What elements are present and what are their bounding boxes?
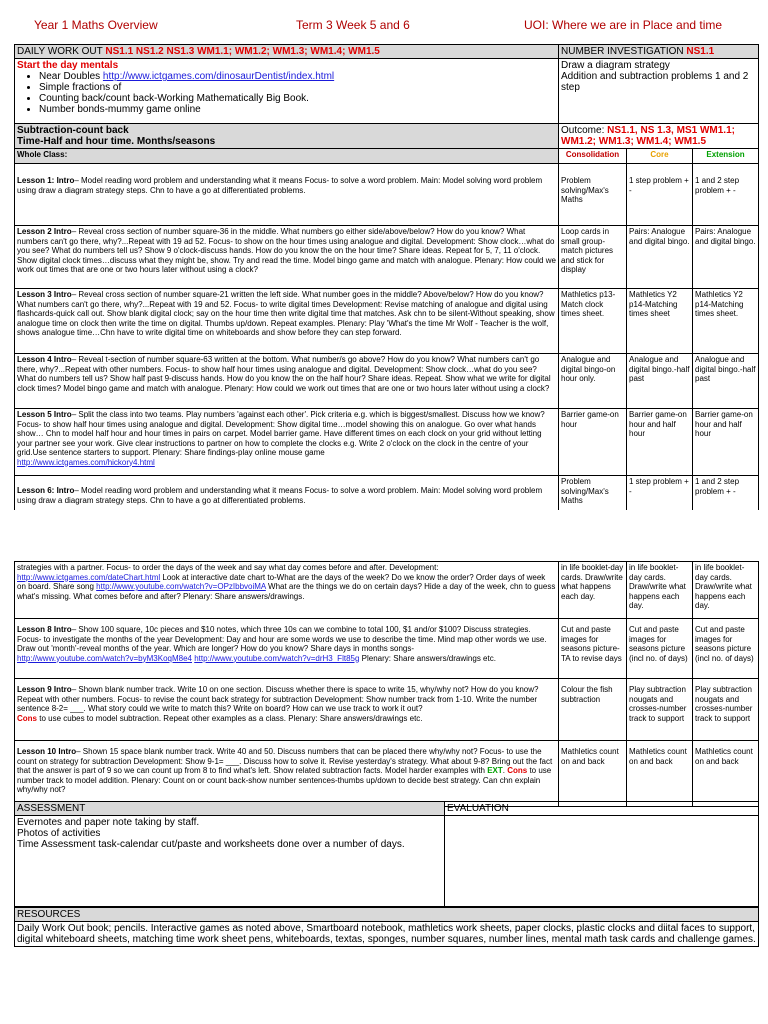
daily-work-out-header [15,45,559,59]
extension-cell: in life booklet-day cards. Draw/write what happens each day. [693,562,759,619]
resources-header: RESOURCES [15,907,759,922]
lesson-text: – Model reading word problem and understanding what it means Focus- to solve a word problem. Main: Model solving word problem using draw a diagram strategy steps. Chn to have a go at differentiated problems. [17,486,543,505]
daily-codes: NS1.1 NS1.2 NS1.3 WM1.1; WM1.2; WM1.3; WM1.4; WM1.5 [105,46,380,57]
lesson-text: strategies with a partner. Focus- to order the days of the week and say what day comes before and after. Development: [17,563,439,572]
lesson-cell [15,619,559,679]
assessment-header: ASSESSMENT [15,802,445,816]
lesson-cell [15,679,559,741]
consolidation-header: Consolidation [559,149,627,164]
list-item [39,71,556,82]
core-cell: Mathletics Y2 p14-Matching times sheet [627,289,693,354]
consolidation-cell: Colour the fish subtraction [559,679,627,741]
extension-cell: Cut and paste images for seasons picture (incl no. of days) [693,619,759,679]
core-cell: Mathletics count on and back [627,741,693,807]
assessment-line: Time Assessment task-calendar cut/paste and worksheets done over a number of days. [17,839,405,850]
list-item: • Simple fractions of [39,82,556,93]
consolidation-cell: Analogue and digital bingo-on hour only. [559,354,627,409]
topic-line: Subtraction-count back [17,125,129,136]
extension-cell: Mathletics Y2 p14-Matching times sheet. [693,289,759,354]
table-row [15,164,759,226]
lesson-text: What are the things we do on certain days? Hide a day of the week, chn to guess what's missing. What comes before and after? Plenary: Share answers/drawings. [17,582,556,601]
lesson-title: Lesson 6: Intro [17,486,75,495]
lesson-title: Lesson 9 Intro [17,685,72,694]
item-text: Near Doubles [39,71,103,82]
table-row [15,741,759,807]
lesson-title: Lesson 1: Intro [17,176,75,185]
extension-cell: Analogue and digital bingo.-half past [693,354,759,409]
outcome-cell [559,124,759,149]
investigation-line: Addition and subtraction problems 1 and 2 step [561,71,749,93]
page-break [0,510,768,560]
topic-line: Time-Half and hour time. Months/seasons [17,136,216,147]
outcome-label: Outcome: [561,125,608,136]
evaluation-header: EVALUATION [445,802,759,816]
lesson-text: – Reveal cross section of number square-36 in the middle. What numbers go either side/above/below? How do you know? What numbers can't go there, why?...Repeat with 19 ad 52. Focus- to show on the hour times using analogue and digital. Development: Show clock…what do you see? What do numbers tell us? Show 9 o'clock-discuss hands. How do you know the on the hour time? Share ideas. Repeat for 5, 7, 11 o'clock. Show digital clock times…discuss what they might be, show. Try and read the time. Model bingo game and match with analogue. Plenary: How could we work out times that are one or two hours later without using a clock? [17,227,556,274]
assessment-table [14,801,759,947]
lesson-text: – Split the class into two teams. Play numbers 'against each other'. Pick criteria e.g. which is biggest/smallest. Discuss how we know? Focus- to show half hour times using analogue and digital. Development: Show digital time…model showing this on analogue. Go over what hands show… Chn to model half hour and hour times in pairs on carpet. Model barrier game. Have different times on each clock on your grid without letting your partner see your work. Give clear instructions to partner on how to complete the clocks e.g. Write 2 o'clock on the clock in the centre of your grid.Use sentence starters to support. Plenary: Share findings-play online mouse game [17,410,545,457]
topic-cell [15,124,559,149]
lesson-title: Lesson 10 Intro [17,747,77,756]
uoi-label: UOI: Where we are in Place and time [524,18,723,32]
list-item: • Counting back/count back-Working Mathematically Big Book. [39,93,556,104]
daily-label: DAILY WORK OUT [17,46,103,57]
start-mentals-heading: Start the day mentals [17,60,119,71]
extension-cell: Pairs: Analogue and digital bingo. [693,226,759,289]
consolidation-cell: in life booklet-day cards. Draw/write what happens each day. [559,562,627,619]
core-header: Core [627,149,693,164]
lesson-text: – Reveal t-section of number square-63 written at the bottom. What number/s go above? How do you know? What numbers can't go there, why?...Repeat with other numbers. Focus- to show half hour times using analogue and digital. Development: Show clock…what do you see? What do numbers tell us? Show half past 9-discuss hands. How do you know the on the half hour? Share ideas. Repeat. Show what we write for digital clock times? Model bingo game and match with analogue. Plenary: How could we work out times that are one or two hours later without using a clock? [17,355,551,393]
doc-title: Year 1 Maths Overview [34,18,158,32]
consolidation-cell: Mathletics p13-Match clock times sheet. [559,289,627,354]
cons-label: Cons [17,713,37,723]
lesson-text: to use number track to model addition. Plenary: Count on or count back-show number sentences-thumbs up/down to decide best strategy. Can chn explain why/why not? [17,766,552,794]
table-row [15,226,759,289]
whole-class-header: Whole Class: [15,149,559,164]
table-row [15,289,759,354]
table-row [15,562,759,619]
lesson-cell [15,164,559,226]
lesson-text: – Reveal cross section of number square-21 written the left side. What number goes in the middle? Above/below? How do you know? What numbers can't go there, why?...Repeat with 19 and 52. Focus- to write digital times Development: Revise matching of analogue and digital using flashcards-quick call out. Show blank digital clock; say on the hour time then write digital time that matches. Ask chn to be silent-Without speaking, show analogue time on clock then write the time on digital. Thumbs up/down. Repeat examples. Plenary: Play 'What's the time Mr Wolf - Teacher is the wolf, shows analogue time…Chn have to write digital time on whiteboards and show before they can step forward. [17,290,555,337]
core-cell: in life booklet-day cards. Draw/write what happens each day. [627,562,693,619]
core-cell: 1 step problem + - [627,164,693,226]
lesson-cell [15,562,559,619]
lesson-cell [15,226,559,289]
document-header [0,18,768,38]
extension-cell: Barrier game-on hour and half hour [693,409,759,476]
consolidation-cell: Cut and paste images for seasons picture-TA to revise days [559,619,627,679]
table-row [15,409,759,476]
table-row [15,619,759,679]
overview-table-page2 [14,561,759,807]
months-song-link-2[interactable]: http://www.youtube.com/watch?v=drH3_Flt85g [194,653,360,663]
evaluation-body [445,816,759,908]
lesson-title: Lesson 4 Intro [17,355,72,364]
daily-work-out-body [15,59,559,124]
lesson-text: – Model reading word problem and understanding what it means Focus- to solve a word problem. Main: Model solving word problem using draw a diagram strategy steps. Chn to have a go at differentiated problems. [17,176,543,195]
dinosaur-dentist-link[interactable]: http://www.ictgames.com/dinosaurDentist/index.html [102,71,335,82]
date-chart-link[interactable]: http://www.ictgames.com/dateChart.html [17,572,161,582]
assessment-line: Photos of activities [17,828,101,839]
lesson-cell [15,354,559,409]
overview-table-page1 [14,44,759,533]
cons-label: Cons [507,766,528,775]
extension-cell: 1 and 2 step problem + - [693,164,759,226]
lesson-text: – Shown 15 space blank number track. Write 40 and 50. Discuss numbers that can be placed there why/why not? Focus- to use the count on strategy for subtraction Development: Show 9-1= ___. Discuss how to solve it. Revise yesterday's strategy. What about 9-8? Bring out the fact that the answer is part of 9 so we can count up from 8 to find what's left. Show related subtraction facts. Model harder examples with [17,747,553,775]
number-investigation-body [559,59,759,124]
core-cell: Analogue and digital bingo.-half past [627,354,693,409]
lesson-title: Lesson 5 Intro [17,410,72,419]
consolidation-cell: Mathletics count on and back [559,741,627,807]
term-label: Term 3 Week 5 and 6 [296,18,410,32]
mentals-list [17,71,556,115]
table-row [15,679,759,741]
lesson-text: – Shown blank number track. Write 10 on one section. Discuss whether there is space to write 15, why/why not? How do you know? Repeat with other numbers. Focus- to revise the count back strategy for subtraction Development: Show number track from 1-10. Write the number sentence 8-2= ___. What story could we write to match this? Write on board? How can we use track to work it out? [17,685,539,713]
lesson-title: Lesson 8 Intro [17,625,72,634]
extension-header: Extension [693,149,759,164]
list-item: • Number bonds-mummy game online [39,104,556,115]
core-cell: Barrier game-on hour and half hour [627,409,693,476]
lesson-text: Plenary: Share answers/drawings etc. [359,653,496,663]
consolidation-cell: Problem solving/Max's Maths [559,164,627,226]
ext-label: EXT [487,766,503,775]
lesson-cell [15,409,559,476]
consolidation-cell: Loop cards in small group-match pictures and stick for display [559,226,627,289]
days-song-link[interactable]: http://www.youtube.com/watch?v=OPzIbbvoiMA [96,582,266,591]
lesson-cell: Lesson 10 Intro– Shown 15 space blank number track. Write 40 and 50. Discuss numbers that can be placed there why/why not? Focus- to use the count on strategy for subtraction Development: Show 9-1= ___. Discuss how to solve it. Revise yesterday's strategy. What about 9-8? Bring out the fact that the answer is part of 9 so we can count up from 8 to find what's left. Show related subtraction facts. Model harder examples with EXT. Cons to use number track to model addition. Plenary: Count on or count back-show number sentences-thumbs up/down to decide best strategy. Can chn explain why/why not? [15,741,559,807]
core-cell: 1 step problem + - [627,476,693,518]
investigation-code: NS1.1 [686,46,715,57]
months-song-link-1[interactable]: http://www.youtube.com/watch?v=byM3KoqM8e4 [17,653,192,663]
lesson-text: Look at interactive date chart to-What are the days of the week? Do we know the order? Order days of week on board. Share song [17,572,546,591]
extension-cell: 1 and 2 step problem + - [693,476,759,518]
lesson-cell [15,289,559,354]
extension-cell: Mathletics count on and back [693,741,759,807]
core-cell: Cut and paste images for seasons picture (incl no. of days) [627,619,693,679]
lesson-text: – Show 100 square, 10c pieces and $10 notes, which three 10s can we combine to total 100, $1 and/or $100? Discuss strategies. Focus- to investigate the months of the year Development: Day and hour are some words we use to describe the time. Mind map other words we use. Draw out 'month'-reveal months of the year. Which are longer? How do you know? Share days in months songs- [17,625,547,653]
lesson-text: to use cubes to model subtraction. Repeat other examples as a class. Plenary: Share answers/drawings etc. [37,713,423,723]
consolidation-cell: Problem solving/Max's Maths [559,476,627,518]
core-cell: Play subtraction nougats and crosses-number track to support [627,679,693,741]
investigation-line: Draw a diagram strategy [561,60,670,71]
assessment-body [15,816,445,908]
assessment-line: Evernotes and paper note taking by staff. [17,817,200,828]
core-cell: Pairs: Analogue and digital bingo. [627,226,693,289]
lesson-title: Lesson 3 Intro [17,290,72,299]
investigation-label: NUMBER INVESTIGATION [561,46,687,57]
resources-body: Daily Work Out book; pencils. Interactive games as noted above, Smartboard notebook, mathletics work sheets, paper clocks, plastic clocks and diital faces to support, digital whiteboard sheets, matching time work sheet pens, whiteboards, textas, sponges, number squares, number lines, mental math task cards and challenge games. [15,922,759,947]
lesson-title: Lesson 2 Intro [17,227,72,236]
number-investigation-header [559,45,759,59]
extension-cell: Play subtraction nougats and crosses-number track to support [693,679,759,741]
consolidation-cell: Barrier game-on hour [559,409,627,476]
outcome-codes: NS1.1, NS 1.3, MS1 WM1.1; WM1.2; WM1.3; WM1.4; WM1.5 [561,125,735,147]
table-row [15,354,759,409]
hickory-game-link[interactable]: http://www.ictgames.com/hickory4.html [17,457,155,467]
